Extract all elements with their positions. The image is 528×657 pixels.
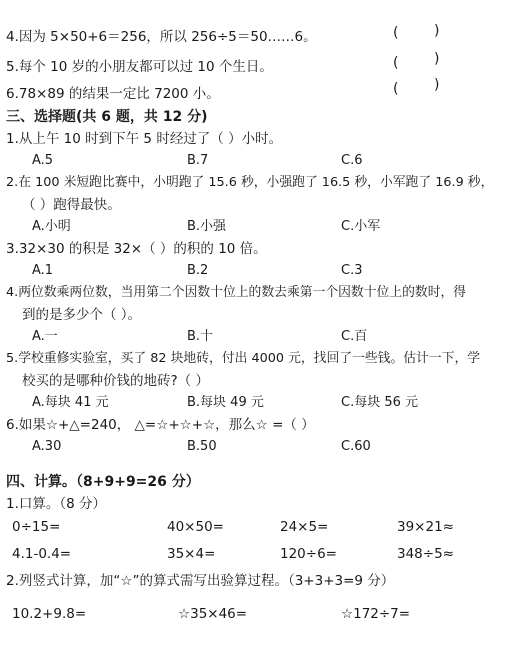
option-c: C.百 xyxy=(341,329,368,344)
judge-item-4: 4.因为 5×50+6＝256，所以 256÷5＝50……6。 xyxy=(6,29,317,45)
subsection-vertical-calc: 2.列竖式计算，加“☆”的算式需写出验算过程。（3+3+3=9 分） xyxy=(6,573,395,589)
question-2-line1: 2.在 100 米短跑比赛中，小明跑了 15.6 秒，小强跑了 16.5 秒，小军跑了 16.9 秒， xyxy=(6,175,494,190)
option-b: B.2 xyxy=(187,263,209,278)
calc-item: 24×5= xyxy=(280,519,329,535)
option-a: A.一 xyxy=(32,329,58,344)
section-title-calc: 四、计算。（8+9+9=26 分） xyxy=(6,474,200,490)
option-a: A.小明 xyxy=(32,219,71,234)
question-5-line1: 5.学校重修实验室，买了 82 块地砖，付出 4000 元，找回了一些钱。估计一下，学 xyxy=(6,351,481,366)
option-c: C.60 xyxy=(341,439,371,454)
question-1: 1.从上午 10 时到下午 5 时经过了（ ）小时。 xyxy=(6,131,283,147)
answer-paren-left: ( xyxy=(393,81,399,97)
answer-paren-left: ( xyxy=(393,25,399,41)
question-6: 6.如果☆+△=240， △=☆+☆+☆，那么☆ =（ ） xyxy=(6,417,315,433)
option-b: B.每块 49 元 xyxy=(187,395,264,410)
option-a: A.30 xyxy=(32,439,62,454)
option-c: C.6 xyxy=(341,153,363,168)
calc-item: 10.2+9.8= xyxy=(12,606,87,622)
option-c: C.小军 xyxy=(341,219,381,234)
option-b: B.7 xyxy=(187,153,209,168)
calc-item: 348÷5≈ xyxy=(397,546,454,562)
option-c: C.每块 56 元 xyxy=(341,395,419,410)
question-4-line1: 4.两位数乘两位数，当用第二个因数十位上的数去乘第一个因数十位上的数时，得 xyxy=(6,285,467,300)
calc-item: 0÷15= xyxy=(12,519,61,535)
question-2-line2: （ ）跑得最快。 xyxy=(22,197,121,213)
subsection-mental-math: 1.口算。（8 分） xyxy=(6,496,107,512)
section-title-choice: 三、选择题(共 6 题，共 12 分) xyxy=(6,109,208,125)
answer-paren-right: ) xyxy=(434,77,440,93)
question-3: 3.32×30 的积是 32×（ ）的积的 10 倍。 xyxy=(6,241,267,257)
question-4-line2: 到的是多少个（ ）。 xyxy=(22,307,142,323)
option-a: A.5 xyxy=(32,153,54,168)
option-b: B.小强 xyxy=(187,219,227,234)
calc-item: 120÷6= xyxy=(280,546,337,562)
answer-paren-right: ) xyxy=(434,23,440,39)
answer-paren-left: ( xyxy=(393,55,399,71)
option-c: C.3 xyxy=(341,263,363,278)
calc-item: 35×4= xyxy=(167,546,216,562)
calc-item: 4.1-0.4= xyxy=(12,546,72,562)
calc-item: ☆172÷7= xyxy=(341,606,411,622)
calc-item: 40×50= xyxy=(167,519,224,535)
calc-item: 39×21≈ xyxy=(397,519,454,535)
option-b: B.50 xyxy=(187,439,217,454)
answer-paren-right: ) xyxy=(434,51,440,67)
option-b: B.十 xyxy=(187,329,214,344)
judge-item-5: 5.每个 10 岁的小朋友都可以过 10 个生日。 xyxy=(6,59,273,75)
question-5-line2: 校买的是哪种价钱的地砖?（ ） xyxy=(22,373,209,389)
option-a: A.每块 41 元 xyxy=(32,395,109,410)
option-a: A.1 xyxy=(32,263,54,278)
judge-item-6: 6.78×89 的结果一定比 7200 小。 xyxy=(6,86,220,102)
calc-item: ☆35×46= xyxy=(178,606,248,622)
